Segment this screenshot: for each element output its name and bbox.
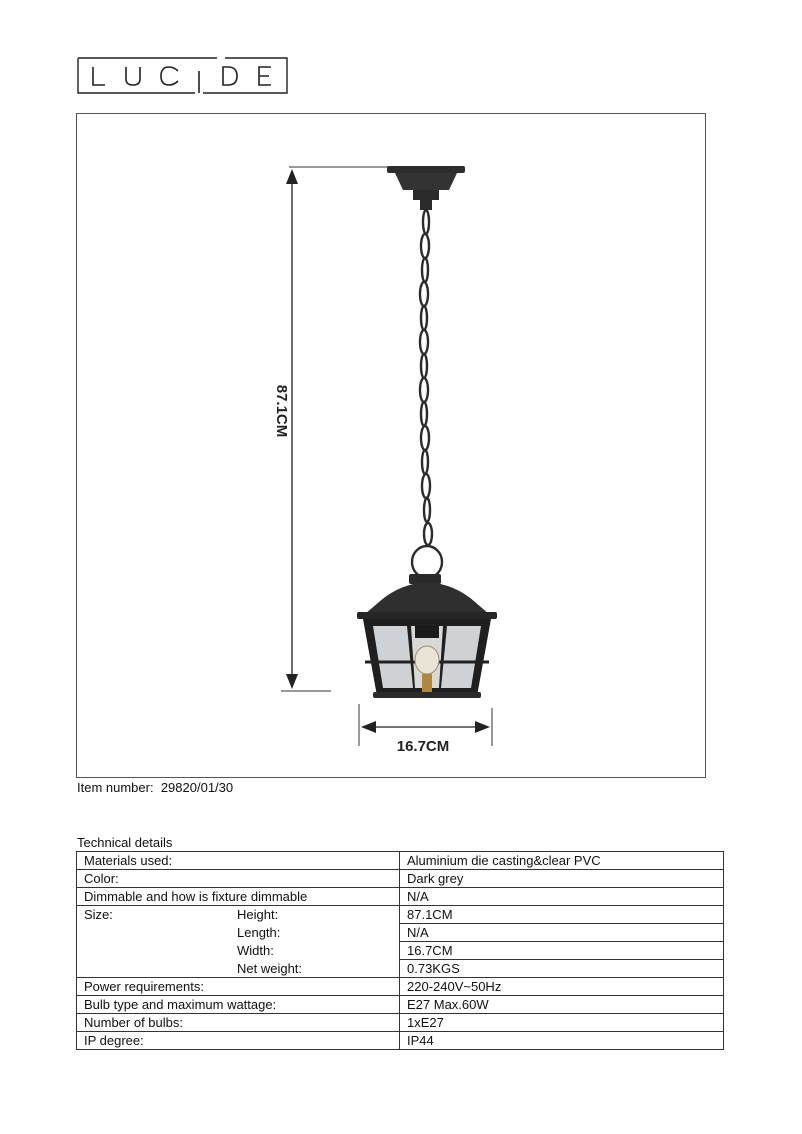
spec-value: N/A — [400, 888, 724, 906]
spec-label: Number of bulbs: — [77, 1014, 400, 1032]
height-dimension-label: 87.1CM — [273, 384, 290, 438]
technical-details-table — [76, 851, 724, 1050]
spec-value: 0.73KGS — [400, 960, 724, 978]
table-row — [77, 906, 724, 924]
table-row — [77, 978, 724, 996]
table-row — [77, 870, 724, 888]
spec-value: IP44 — [400, 1032, 724, 1050]
table-row — [77, 942, 724, 960]
lucide-logo-graphic — [77, 57, 288, 94]
product-drawing-frame — [76, 113, 706, 778]
spec-value: 16.7CM — [400, 942, 724, 960]
width-dimension-label: 16.7CM — [396, 738, 450, 755]
table-row — [77, 996, 724, 1014]
spec-label-cell — [77, 924, 400, 942]
table-row — [77, 924, 724, 942]
spec-label-cell — [77, 906, 400, 924]
table-row — [77, 1014, 724, 1032]
item-number-label: Item number: — [77, 780, 154, 795]
spec-label: Materials used: — [77, 852, 400, 870]
spec-label: Size: — [84, 907, 113, 923]
table-row — [77, 888, 724, 906]
spec-value: Aluminium die casting&clear PVC — [400, 852, 724, 870]
spec-sublabel: Length: — [237, 924, 281, 940]
spec-label: Bulb type and maximum wattage: — [77, 996, 400, 1014]
spec-label-cell — [77, 960, 400, 978]
table-row — [77, 852, 724, 870]
item-number-value: 29820/01/30 — [160, 780, 234, 795]
spec-label: Color: — [77, 870, 400, 888]
spec-value: 87.1CM — [400, 906, 724, 924]
spec-value: Dark grey — [400, 870, 724, 888]
spec-value: N/A — [400, 924, 724, 942]
spec-sublabel: Net weight: — [237, 960, 303, 976]
spec-sublabel: Width: — [237, 942, 274, 958]
table-row — [77, 960, 724, 978]
spec-label-cell — [77, 942, 400, 960]
spec-sublabel: Height: — [237, 907, 279, 922]
technical-details-title: Technical details — [77, 835, 173, 850]
item-number — [77, 780, 233, 795]
spec-value: 1xE27 — [400, 1014, 724, 1032]
spec-value: 220-240V~50Hz — [400, 978, 724, 996]
spec-label: Power requirements: — [77, 978, 400, 996]
table-row — [77, 1032, 724, 1050]
spec-label: IP degree: — [77, 1032, 400, 1050]
brand-logo — [77, 57, 288, 94]
spec-label: Dimmable and how is fixture dimmable — [77, 888, 400, 906]
spec-value: E27 Max.60W — [400, 996, 724, 1014]
lantern-drawing — [77, 114, 707, 779]
